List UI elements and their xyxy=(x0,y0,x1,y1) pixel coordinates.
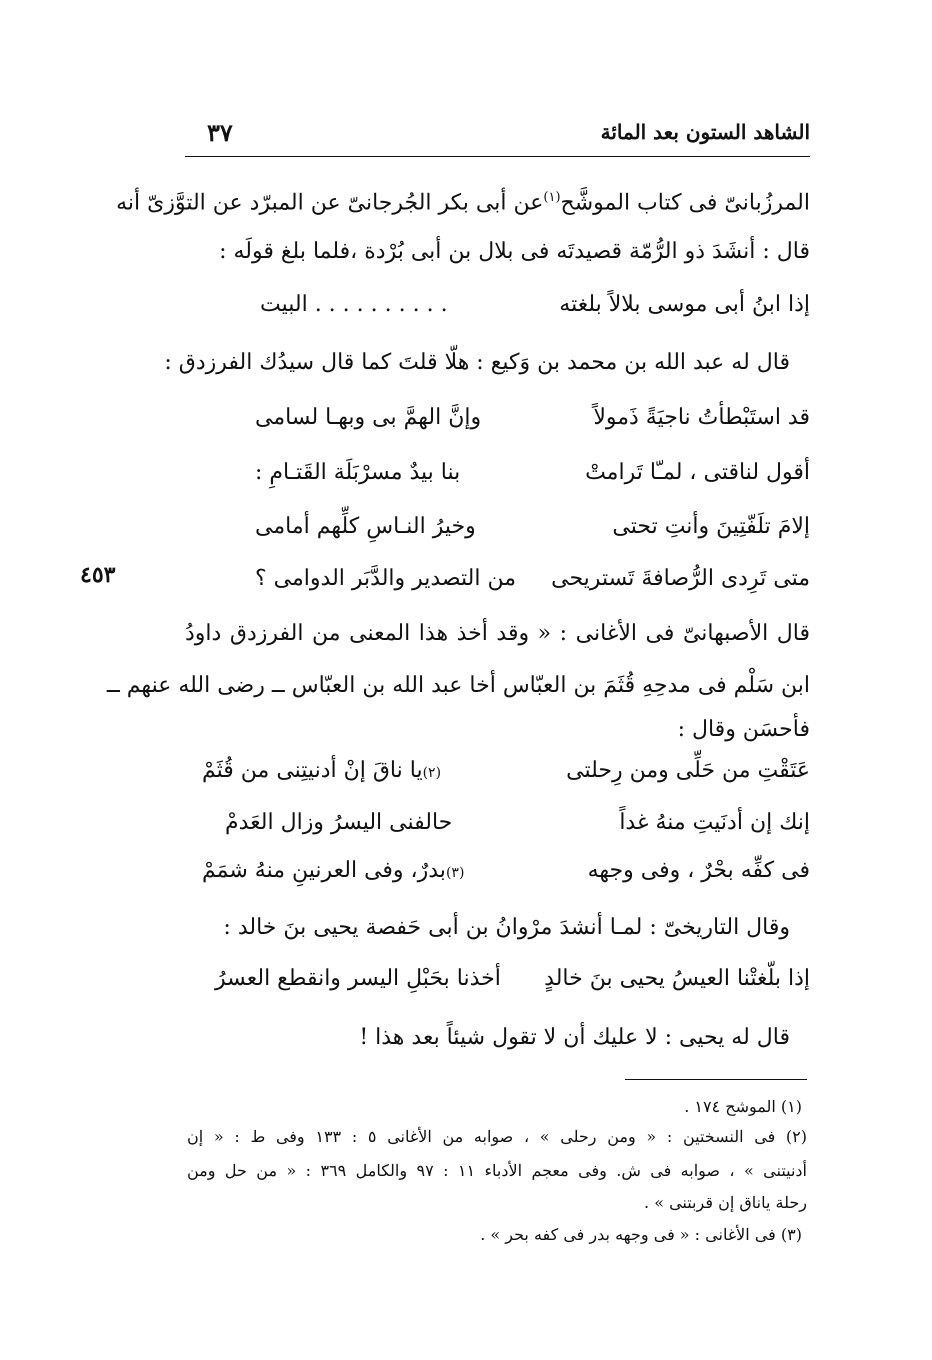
verse-line xyxy=(215,966,810,1006)
footnote-1: (١) الموشح ١٧٤ . xyxy=(684,1097,802,1116)
verse-hemistich-first: عَتَقْتِ من حَلِّى ومن رِحلتى xyxy=(566,758,810,783)
verse-hemistich-second: . . . . . . . . . . البيت xyxy=(260,292,448,317)
verse-hemistich-first: إذا ابنُ أبى موسى بلالاً بلغته xyxy=(559,292,810,317)
verse-line xyxy=(202,758,810,798)
verse-line xyxy=(220,514,810,554)
verse-hemistich-first: إنك إن أدنَيتِ منهُ غداً xyxy=(619,810,810,835)
footnote-ref: (١) xyxy=(543,190,561,205)
verse-hemistich-second: حالفنى اليسرُ وزال العَدمْ xyxy=(225,810,453,835)
paragraph-line: فأحسَن وقال : xyxy=(677,717,810,742)
verse-hemistich-second: وإنَّ الهمَّ بى وبهـا لسامى xyxy=(255,405,482,430)
running-title: الشاهد الستون بعد المائة xyxy=(600,120,810,144)
footnote-2-continued: أدنيتنى » ، صوابه فى ش. وفى معجم الأدباء ١١ : ٩٧ والكامل ٣٦٩ : « من حل ومن xyxy=(187,1161,808,1180)
verse-hemistich-first: قد استَبْطأتُ ناجيَةً ذَمولاً xyxy=(593,405,810,430)
verse-hemistich-first: إلامَ تلَفّتِينَ وأنتِ تحتى xyxy=(612,514,810,539)
verse-line xyxy=(220,460,810,500)
footnote-separator xyxy=(625,1079,807,1080)
verse-hemistich-second: وخيرُ النـاسِ كلِّهم أمامى xyxy=(255,514,476,539)
paragraph-line: قال له يحيى : لا عليك أن لا تقول شيئاً بعد هذا ! xyxy=(359,1025,790,1050)
verse-hemistich-second: (٢)يا ناقَ إنْ أدنيتِنى من قُثَمْ xyxy=(202,758,442,783)
verse-hemistich-second: بنا بيدٌ مسرْبَلَة القَتـامِ : xyxy=(255,460,461,485)
footnote-ref: (٢) xyxy=(422,765,442,781)
paragraph-line: قال الأصبهانىّ فى الأغانى : « وقد أخذ هذا المعنى من الفرزدق داودُ xyxy=(185,621,810,646)
footnote-2-end: رحلة ياناق إن قربتنى » . xyxy=(644,1193,807,1212)
verse-hemistich-first: أقول لناقتى ، لمـّا تَرامتْ xyxy=(585,460,810,485)
verse-line xyxy=(220,405,810,445)
verse-line xyxy=(220,810,810,850)
paragraph-line: ابن سَلْم فى مدحِهِ قُثَمَ بن العبّاس أخا عبد الله بن العبّاس ــ رضى الله عنهم ــ xyxy=(106,673,810,698)
page-number: ٣٧ xyxy=(207,118,233,147)
footnote-3: (٣) فى الأغانى : « فى وجهه بدر فى كفه بحر » . xyxy=(480,1225,802,1244)
verse-hemistich-second: أخذنا بحَبْلِ اليسر وانقطع العسرُ xyxy=(215,966,501,991)
verse-line xyxy=(220,292,810,332)
footnote-2: (٢) فى النسختين : « ومن رحلى » ، صوابه من الأغانى ٥ : ١٣٣ وفى ط : « إن xyxy=(187,1127,807,1146)
verse-hemistich-first: متى تَرِدى الرُّصافةَ تَستريحى xyxy=(551,566,810,591)
verse-hemistich-second: من التصدير والدَّبَر الدوامى ؟ xyxy=(255,566,516,591)
verse-hemistich-second: (٣)بدرٌ، وفى العرنينِ منهُ شمَمْ xyxy=(202,858,465,883)
verse-line xyxy=(202,858,810,898)
verse-hemistich-first: إذا بلّغتْنا العيسُ يحيى بنَ خالدٍ xyxy=(544,966,810,991)
verse-line xyxy=(220,566,810,606)
paragraph-line: المرزُبانىّ فى كتاب الموشَّح$^{(١)}$عن أبى بكر الجُرجانىّ عن المبرّد عن التوَّزىّ أنه xyxy=(116,190,810,216)
margin-page-number: ٤٥٣ xyxy=(80,562,116,588)
running-header xyxy=(185,116,810,157)
paragraph-line: قال : أنشَدَ ذو الرُّمّة قصيدتَه فى بلال بن أبى بُرْدة ،فلما بلغ قولَه : xyxy=(219,239,810,264)
paragraph-line: وقال التاريخىّ : لمـا أنشدَ مرْوانُ بن أبى حَفصة يحيى بنَ خالد : xyxy=(223,915,790,940)
footnote-ref: (٣) xyxy=(445,865,465,881)
verse-hemistich-first: فى كفِّه بحْرٌ ، وفى وجهه xyxy=(587,858,810,883)
paragraph-line: قال له عبد الله بن محمد بن وَكيع : هلّا قلتَ كما قال سيدُك الفرزدق : xyxy=(164,350,790,375)
